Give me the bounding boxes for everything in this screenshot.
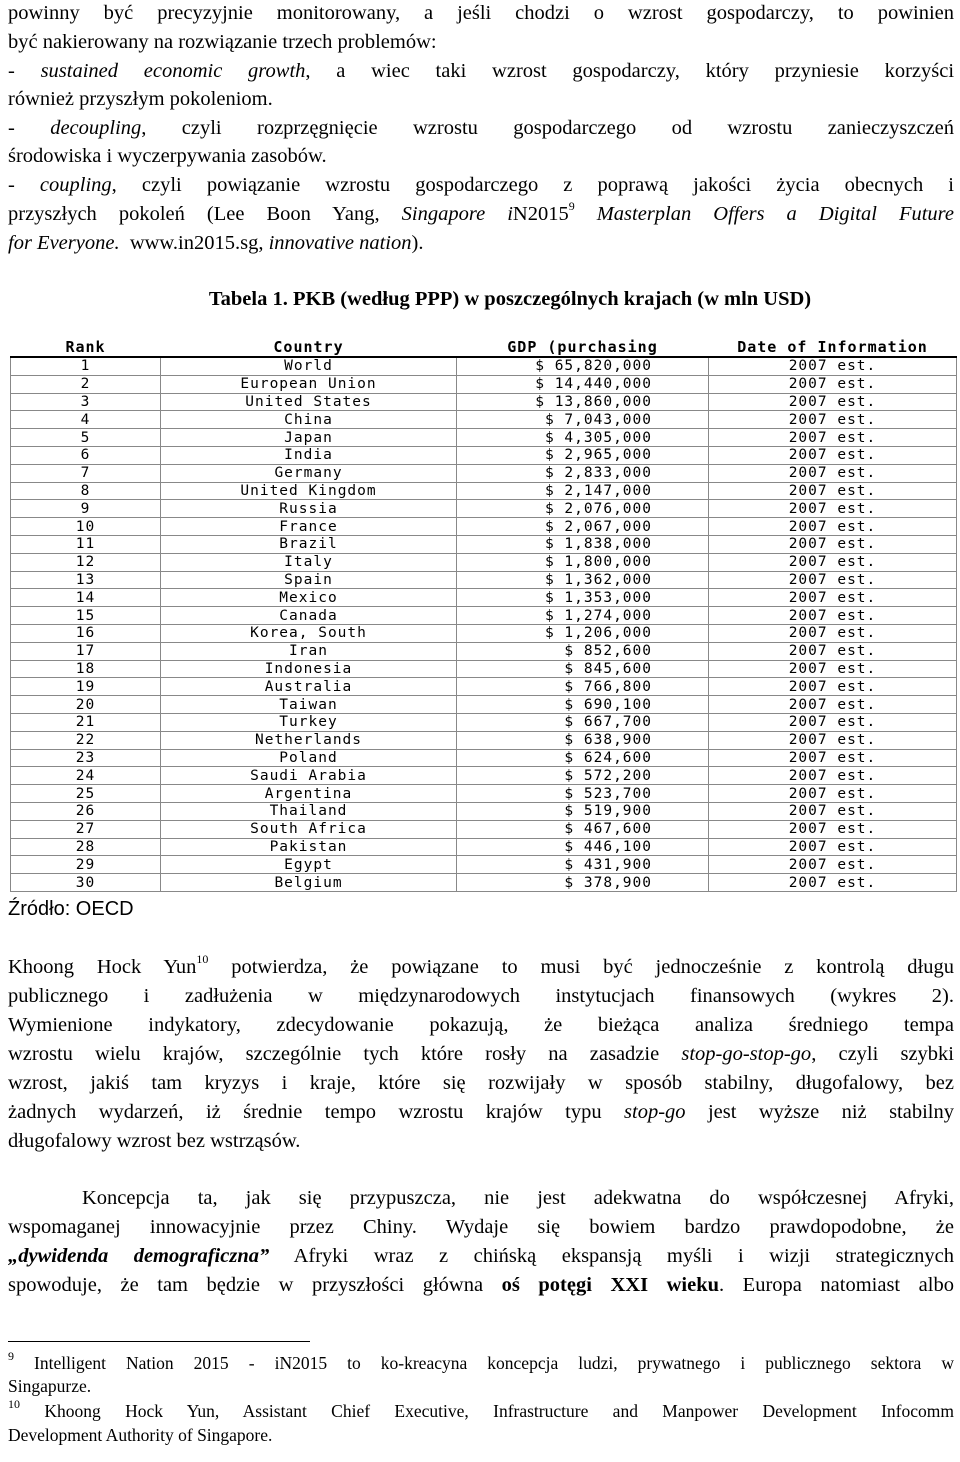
rank-cell: 18 — [11, 660, 161, 678]
country-cell: European Union — [161, 375, 457, 393]
country-cell: China — [161, 411, 457, 429]
date-cell: 2007 est. — [709, 642, 957, 660]
table-header-row — [11, 339, 957, 357]
footnote-ref-9: 9 — [568, 199, 575, 214]
intro-line: przyszłych pokoleń (Lee Boon Yang, Singapore iN2015$^9$ Masterplan Offers a Digital Future — [8, 199, 954, 225]
date-cell: 2007 est. — [709, 589, 957, 607]
rank-cell: 7 — [11, 464, 161, 482]
rank-cell: 16 — [11, 624, 161, 642]
date-cell: 2007 est. — [709, 357, 957, 375]
rank-cell: 4 — [11, 411, 161, 429]
date-cell: 2007 est. — [709, 874, 957, 892]
table-row — [11, 678, 957, 696]
table-header-cell: GDP (purchasing — [457, 339, 709, 357]
country-cell: India — [161, 446, 457, 464]
paragraph-line: wzrost, jakiś tam kryzys i kraje, które się rozwijały w sposób stabilny, długofalowy, bez — [8, 1072, 954, 1094]
country-cell: Canada — [161, 607, 457, 625]
date-cell: 2007 est. — [709, 624, 957, 642]
date-cell: 2007 est. — [709, 838, 957, 856]
table-row — [11, 535, 957, 553]
date-cell: 2007 est. — [709, 553, 957, 571]
date-cell: 2007 est. — [709, 660, 957, 678]
table-row — [11, 446, 957, 464]
date-cell: 2007 est. — [709, 535, 957, 553]
gdp-cell: $ 690,100 — [457, 696, 709, 714]
table-caption: Tabela 1. PKB (według PPP) w poszczególnych krajach (w mln USD) — [208, 288, 812, 310]
rank-cell: 26 — [11, 802, 161, 820]
gdp-cell: $ 1,838,000 — [457, 535, 709, 553]
table-row — [11, 482, 957, 500]
intro-line: - sustained economic growth, a wiec taki wzrost gospodarczy, który przyniesie korzyści — [8, 60, 955, 82]
footnote-10: $^{10}$ Khoong Hock Yun, Assistant Chief Executive, Infrastructure and Manpower Development Infocomm — [8, 1397, 954, 1421]
intro-line: środowiska i wyczerpywania zasobów. — [8, 145, 327, 167]
gdp-cell: $ 1,206,000 — [457, 624, 709, 642]
country-cell: Indonesia — [161, 660, 457, 678]
table-header-cell: Country — [161, 339, 457, 357]
rank-cell: 27 — [11, 820, 161, 838]
paragraph-line: „dywidenda demograficzna” Afryki wraz z chińską ekspansją myśli i wizji strategicznych — [8, 1245, 954, 1267]
table-body — [11, 357, 957, 891]
gdp-cell: $ 2,076,000 — [457, 500, 709, 518]
country-cell: World — [161, 357, 457, 375]
table-row — [11, 357, 957, 375]
rank-cell: 17 — [11, 642, 161, 660]
intro-line: - decoupling, czyli rozprzęgnięcie wzrostu gospodarczego od wzrostu zanieczyszczeń — [8, 117, 955, 139]
country-cell: Argentina — [161, 785, 457, 803]
date-cell: 2007 est. — [709, 393, 957, 411]
gdp-cell: $ 624,600 — [457, 749, 709, 767]
date-cell: 2007 est. — [709, 678, 957, 696]
country-cell: Netherlands — [161, 731, 457, 749]
table-row — [11, 785, 957, 803]
country-cell: Brazil — [161, 535, 457, 553]
date-cell: 2007 est. — [709, 802, 957, 820]
table-header-cell: Rank — [11, 339, 161, 357]
country-cell: Spain — [161, 571, 457, 589]
gdp-cell: $ 1,800,000 — [457, 553, 709, 571]
intro-line: - coupling, czyli powiązanie wzrostu gospodarczego z poprawą jakości życia obecnych i — [8, 174, 954, 196]
date-cell: 2007 est. — [709, 856, 957, 874]
country-cell: Thailand — [161, 802, 457, 820]
rank-cell: 14 — [11, 589, 161, 607]
gdp-cell: $ 13,860,000 — [457, 393, 709, 411]
country-cell: Poland — [161, 749, 457, 767]
date-cell: 2007 est. — [709, 820, 957, 838]
gdp-cell: $ 638,900 — [457, 731, 709, 749]
country-cell: Germany — [161, 464, 457, 482]
rank-cell: 28 — [11, 838, 161, 856]
gdp-cell: $ 431,900 — [457, 856, 709, 874]
term-coupling: coupling — [39, 174, 112, 196]
date-cell: 2007 est. — [709, 571, 957, 589]
table-row — [11, 642, 957, 660]
gdp-table — [10, 339, 957, 892]
table-row — [11, 874, 957, 892]
footnote-separator — [8, 1341, 310, 1342]
rank-cell: 22 — [11, 731, 161, 749]
date-cell: 2007 est. — [709, 518, 957, 536]
country-cell: France — [161, 518, 457, 536]
gdp-cell: $ 467,600 — [457, 820, 709, 838]
country-cell: Egypt — [161, 856, 457, 874]
term-sustained: sustained economic growth — [40, 60, 306, 82]
rank-cell: 2 — [11, 375, 161, 393]
table-row — [11, 731, 957, 749]
table-row — [11, 767, 957, 785]
table-row — [11, 571, 957, 589]
table-row — [11, 518, 957, 536]
table-row — [11, 856, 957, 874]
gdp-cell: $ 378,900 — [457, 874, 709, 892]
term-dividend: „dywidenda demograficzna” — [8, 1245, 270, 1267]
date-cell: 2007 est. — [709, 429, 957, 447]
gdp-cell: $ 852,600 — [457, 642, 709, 660]
date-cell: 2007 est. — [709, 607, 957, 625]
date-cell: 2007 est. — [709, 464, 957, 482]
table-row — [11, 464, 957, 482]
country-cell: Australia — [161, 678, 457, 696]
rank-cell: 9 — [11, 500, 161, 518]
country-cell: Saudi Arabia — [161, 767, 457, 785]
date-cell: 2007 est. — [709, 482, 957, 500]
country-cell: United Kingdom — [161, 482, 457, 500]
gdp-cell: $ 4,305,000 — [457, 429, 709, 447]
rank-cell: 19 — [11, 678, 161, 696]
footnote-9-cont: Singapurze. — [8, 1376, 92, 1396]
rank-cell: 24 — [11, 767, 161, 785]
gdp-cell: $ 14,440,000 — [457, 375, 709, 393]
gdp-cell: $ 667,700 — [457, 713, 709, 731]
date-cell: 2007 est. — [709, 713, 957, 731]
paragraph-line: wzrostu wielu krajów, szczególnie tych które rosły na zasadzie stop-go-stop-go, czyli szybki — [8, 1043, 954, 1065]
date-cell: 2007 est. — [709, 375, 957, 393]
table-row — [11, 500, 957, 518]
date-cell: 2007 est. — [709, 411, 957, 429]
table-row — [11, 838, 957, 856]
country-cell: Pakistan — [161, 838, 457, 856]
rank-cell: 23 — [11, 749, 161, 767]
gdp-cell: $ 2,833,000 — [457, 464, 709, 482]
table-row — [11, 375, 957, 393]
country-cell: Belgium — [161, 874, 457, 892]
gdp-cell: $ 446,100 — [457, 838, 709, 856]
paragraph-line: wspomaganej innowacyjnie przez Chiny. Wydaje się bowiem bardzo prawdopodobne, że — [8, 1216, 954, 1238]
country-cell: South Africa — [161, 820, 457, 838]
table-row — [11, 429, 957, 447]
gdp-cell: $ 7,043,000 — [457, 411, 709, 429]
rank-cell: 10 — [11, 518, 161, 536]
table-row — [11, 749, 957, 767]
rank-cell: 13 — [11, 571, 161, 589]
gdp-cell: $ 2,067,000 — [457, 518, 709, 536]
gdp-cell: $ 1,353,000 — [457, 589, 709, 607]
term-decoupling: decoupling — [50, 117, 142, 139]
rank-cell: 11 — [11, 535, 161, 553]
table-row — [11, 411, 957, 429]
paragraph-line: spowoduje, że tam będzie w przyszłości główna oś potęgi XXI wieku. Europa natomiast albo — [8, 1274, 954, 1296]
table-source: Źródło: OECD — [8, 898, 134, 920]
rank-cell: 25 — [11, 785, 161, 803]
gdp-cell: $ 572,200 — [457, 767, 709, 785]
rank-cell: 12 — [11, 553, 161, 571]
country-cell: United States — [161, 393, 457, 411]
paragraph-line: Wymienione indykatory, zdecydowanie pokazują, że bieżąca analiza średniego tempa — [8, 1014, 954, 1036]
country-cell: Taiwan — [161, 696, 457, 714]
gdp-cell: $ 2,147,000 — [457, 482, 709, 500]
country-cell: Iran — [161, 642, 457, 660]
date-cell: 2007 est. — [709, 749, 957, 767]
gdp-cell: $ 523,700 — [457, 785, 709, 803]
table-row — [11, 713, 957, 731]
table-row — [11, 607, 957, 625]
gdp-cell: $ 65,820,000 — [457, 357, 709, 375]
paragraph-line: Khoong Hock Yun$^{10}$ potwierdza, że powiązane to musi być jednocześnie z kontrolą długu — [8, 952, 954, 978]
rank-cell: 5 — [11, 429, 161, 447]
footnote-10-cont: Development Authority of Singapore. — [8, 1425, 273, 1445]
date-cell: 2007 est. — [709, 785, 957, 803]
date-cell: 2007 est. — [709, 767, 957, 785]
footnote-9: $^9$ Intelligent Nation 2015 - iN2015 to ko-kreacyna koncepcja ludzi, prywatnego i publicznego sektora w — [8, 1349, 954, 1373]
table-row — [11, 624, 957, 642]
gdp-cell: $ 845,600 — [457, 660, 709, 678]
rank-cell: 1 — [11, 357, 161, 375]
table-row — [11, 553, 957, 571]
gdp-cell: $ 1,362,000 — [457, 571, 709, 589]
rank-cell: 21 — [11, 713, 161, 731]
date-cell: 2007 est. — [709, 446, 957, 464]
paragraph-line: publicznego i zadłużenia w międzynarodowych instytucjach finansowych (wykres 2). — [8, 985, 954, 1007]
paragraph-line: długofalowy wzrost bez wstrząsów. — [8, 1130, 301, 1152]
intro-line: również przyszłym pokoleniom. — [8, 88, 273, 110]
country-cell: Turkey — [161, 713, 457, 731]
gdp-cell: $ 766,800 — [457, 678, 709, 696]
paragraph-line: Koncepcja ta, jak się przypuszcza, nie jest adekwatna do współczesnej Afryki, — [82, 1187, 954, 1209]
rank-cell: 20 — [11, 696, 161, 714]
date-cell: 2007 est. — [709, 731, 957, 749]
country-cell: Mexico — [161, 589, 457, 607]
gdp-cell: $ 2,965,000 — [457, 446, 709, 464]
gdp-cell: $ 519,900 — [457, 802, 709, 820]
country-cell: Korea, South — [161, 624, 457, 642]
intro-line: powinny być precyzyjnie monitorowany, a jeśli chodzi o wzrost gospodarczy, to powinien — [8, 2, 954, 24]
footnote-ref-10: 10 — [196, 952, 209, 967]
rank-cell: 8 — [11, 482, 161, 500]
country-cell: Italy — [161, 553, 457, 571]
country-cell: Russia — [161, 500, 457, 518]
table-row — [11, 696, 957, 714]
table-row — [11, 589, 957, 607]
table-row — [11, 802, 957, 820]
table-header-cell: Date of Information — [709, 339, 957, 357]
rank-cell: 15 — [11, 607, 161, 625]
rank-cell: 30 — [11, 874, 161, 892]
country-cell: Japan — [161, 429, 457, 447]
table-row — [11, 393, 957, 411]
intro-line: być nakierowany na rozwiązanie trzech problemów: — [8, 31, 437, 53]
intro-line: for Everyone. www.in2015.sg, innovative nation). — [8, 232, 424, 254]
table-row — [11, 820, 957, 838]
date-cell: 2007 est. — [709, 696, 957, 714]
table-row — [11, 660, 957, 678]
rank-cell: 29 — [11, 856, 161, 874]
paragraph-line: żadnych wydarzeń, iż średnie tempo wzrostu krajów typu stop-go jest wyższe niż stabilny — [8, 1101, 954, 1123]
rank-cell: 3 — [11, 393, 161, 411]
gdp-cell: $ 1,274,000 — [457, 607, 709, 625]
date-cell: 2007 est. — [709, 500, 957, 518]
rank-cell: 6 — [11, 446, 161, 464]
